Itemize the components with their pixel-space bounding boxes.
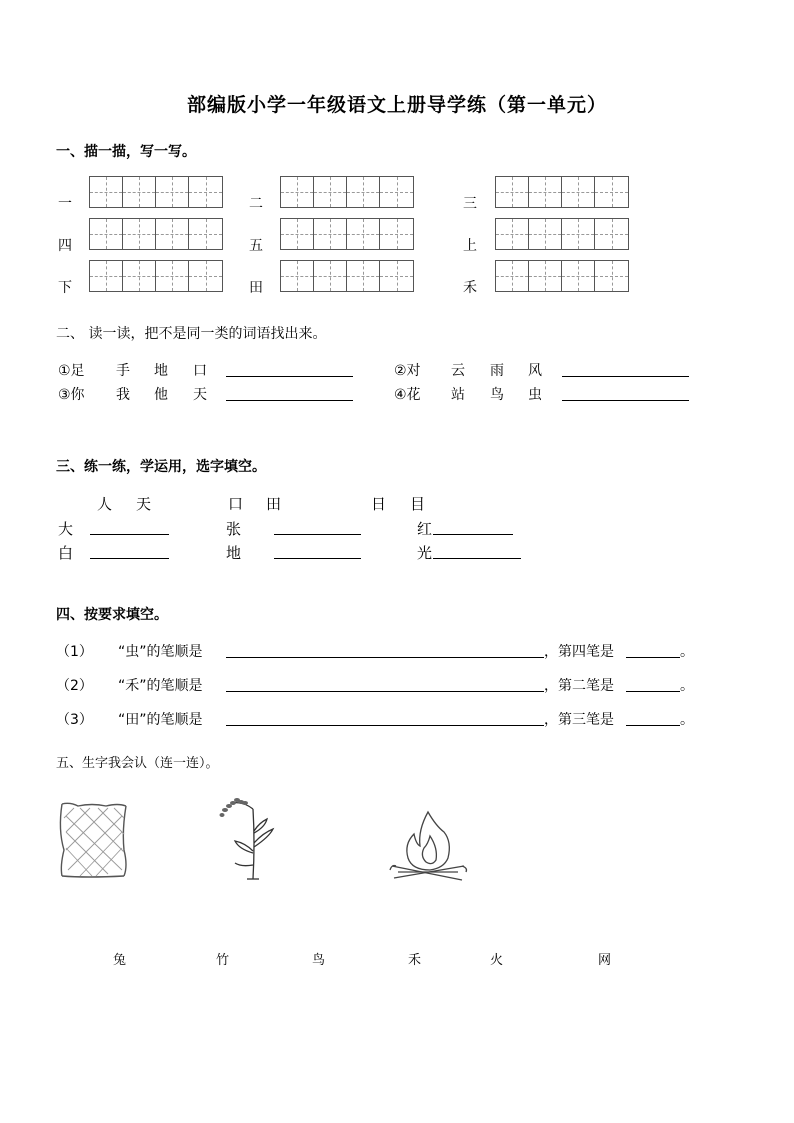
item-number: ①足 — [58, 363, 85, 379]
period: 。 — [680, 644, 694, 660]
word: 口 — [193, 363, 207, 379]
stroke-question-tail: ，第四笔是 — [544, 644, 614, 660]
page-title: 部编版小学一年级语文上册导学练（第一单元） — [186, 94, 607, 116]
grid-cell[interactable] — [123, 261, 156, 291]
writing-grid[interactable] — [280, 218, 414, 250]
stroke-question: “禾”的笔顺是 — [118, 678, 203, 694]
option-char: 口 — [228, 495, 244, 513]
word: 地 — [154, 363, 168, 379]
grid-cell[interactable] — [562, 219, 595, 249]
net-picture[interactable] — [56, 800, 132, 882]
section1-heading: 一、描一描，写一写。 — [56, 144, 196, 160]
grid-cell[interactable] — [595, 219, 628, 249]
word: 天 — [193, 387, 207, 403]
word: 雨 — [490, 363, 504, 379]
word: 云 — [451, 363, 465, 379]
item-number: （2） — [56, 678, 93, 694]
grid-cell[interactable] — [314, 261, 347, 291]
answer-line[interactable] — [433, 558, 521, 559]
period: 。 — [680, 678, 694, 694]
item-number: ④花 — [394, 387, 421, 403]
trace-char: 一 — [58, 196, 72, 212]
fill-char: 地 — [226, 544, 242, 562]
grid-cell[interactable] — [496, 261, 529, 291]
writing-grid[interactable] — [89, 260, 223, 292]
trace-char: 五 — [249, 238, 263, 254]
answer-line[interactable] — [433, 534, 513, 535]
grid-cell[interactable] — [595, 177, 628, 207]
grid-cell[interactable] — [189, 219, 222, 249]
item-number: （3） — [56, 712, 93, 728]
char-huo[interactable]: 火 — [490, 953, 504, 968]
grid-cell[interactable] — [90, 177, 123, 207]
section5-heading: 五、生字我会认（连一连）。 — [56, 756, 219, 771]
word: 风 — [528, 363, 542, 379]
trace-char: 田 — [249, 280, 263, 296]
grid-cell[interactable] — [347, 219, 380, 249]
grid-cell[interactable] — [562, 261, 595, 291]
fill-char: 光 — [417, 544, 433, 562]
stroke-question-tail: ，第三笔是 — [544, 712, 614, 728]
answer-line[interactable] — [90, 558, 169, 559]
grid-cell[interactable] — [380, 261, 413, 291]
section2-heading: 二、 读一读，把不是同一类的词语找出来。 — [56, 326, 327, 342]
writing-grid[interactable] — [89, 176, 223, 208]
grid-cell[interactable] — [281, 219, 314, 249]
grid-cell[interactable] — [595, 261, 628, 291]
answer-line[interactable] — [226, 376, 353, 377]
answer-line[interactable] — [626, 725, 680, 726]
writing-grid[interactable] — [495, 260, 629, 292]
grid-cell[interactable] — [529, 261, 562, 291]
rice-plant-picture[interactable] — [213, 793, 283, 883]
fill-char: 红 — [417, 520, 433, 538]
word: 鸟 — [490, 387, 504, 403]
grid-cell[interactable] — [562, 177, 595, 207]
grid-cell[interactable] — [314, 219, 347, 249]
item-number: （1） — [56, 644, 93, 660]
grid-cell[interactable] — [156, 219, 189, 249]
fill-char: 大 — [58, 520, 74, 538]
answer-line[interactable] — [226, 725, 544, 726]
answer-line[interactable] — [226, 400, 353, 401]
fire-picture[interactable] — [388, 808, 470, 886]
writing-grid[interactable] — [280, 260, 414, 292]
grid-cell[interactable] — [496, 219, 529, 249]
section4-heading: 四、按要求填空。 — [56, 607, 168, 623]
fill-char: 白 — [58, 544, 74, 562]
answer-line[interactable] — [626, 691, 680, 692]
grid-cell[interactable] — [281, 177, 314, 207]
item-number: ②对 — [394, 363, 421, 379]
answer-line[interactable] — [562, 376, 689, 377]
char-he[interactable]: 禾 — [408, 953, 422, 968]
word: 他 — [154, 387, 168, 403]
option-char: 田 — [266, 495, 282, 513]
trace-char: 三 — [463, 196, 477, 212]
grid-cell[interactable] — [189, 177, 222, 207]
grid-cell[interactable] — [123, 177, 156, 207]
grid-cell[interactable] — [380, 219, 413, 249]
grid-cell[interactable] — [189, 261, 222, 291]
answer-line[interactable] — [626, 657, 680, 658]
grid-cell[interactable] — [90, 261, 123, 291]
grid-cell[interactable] — [347, 177, 380, 207]
option-char: 人 — [97, 495, 113, 513]
trace-char: 二 — [249, 196, 263, 212]
answer-line[interactable] — [274, 558, 361, 559]
trace-char: 四 — [58, 238, 72, 254]
answer-line[interactable] — [226, 657, 544, 658]
grid-cell[interactable] — [347, 261, 380, 291]
grid-cell[interactable] — [281, 261, 314, 291]
grid-cell[interactable] — [90, 219, 123, 249]
word: 手 — [116, 363, 130, 379]
grid-cell[interactable] — [496, 177, 529, 207]
char-niao[interactable]: 鸟 — [312, 953, 326, 968]
char-zhu[interactable]: 竹 — [216, 953, 230, 968]
writing-grid[interactable] — [495, 176, 629, 208]
grid-cell[interactable] — [529, 177, 562, 207]
trace-char: 上 — [463, 238, 477, 254]
word: 我 — [116, 387, 130, 403]
trace-char: 禾 — [463, 280, 477, 296]
writing-grid[interactable] — [495, 218, 629, 250]
stroke-question: “虫”的笔顺是 — [118, 644, 203, 660]
grid-cell[interactable] — [123, 219, 156, 249]
stroke-question: “田”的笔顺是 — [118, 712, 203, 728]
period: 。 — [680, 712, 694, 728]
word: 站 — [451, 387, 465, 403]
fill-char: 张 — [226, 520, 242, 538]
trace-char: 下 — [58, 280, 72, 296]
char-tu[interactable]: 兔 — [113, 953, 127, 968]
item-number: ③你 — [58, 387, 85, 403]
word: 虫 — [528, 387, 542, 403]
grid-cell[interactable] — [156, 177, 189, 207]
option-char: 天 — [136, 495, 152, 513]
writing-grid[interactable] — [280, 176, 414, 208]
option-char: 日 — [371, 495, 387, 513]
grid-cell[interactable] — [380, 177, 413, 207]
grid-cell[interactable] — [529, 219, 562, 249]
answer-line[interactable] — [226, 691, 544, 692]
answer-line[interactable] — [90, 534, 169, 535]
grid-cell[interactable] — [156, 261, 189, 291]
stroke-question-tail: ，第二笔是 — [544, 678, 614, 694]
answer-line[interactable] — [562, 400, 689, 401]
char-wang[interactable]: 网 — [598, 953, 612, 968]
writing-grid[interactable] — [89, 218, 223, 250]
section3-heading: 三、练一练，学运用，选字填空。 — [56, 459, 266, 475]
option-char: 目 — [410, 495, 426, 513]
answer-line[interactable] — [274, 534, 361, 535]
grid-cell[interactable] — [314, 177, 347, 207]
